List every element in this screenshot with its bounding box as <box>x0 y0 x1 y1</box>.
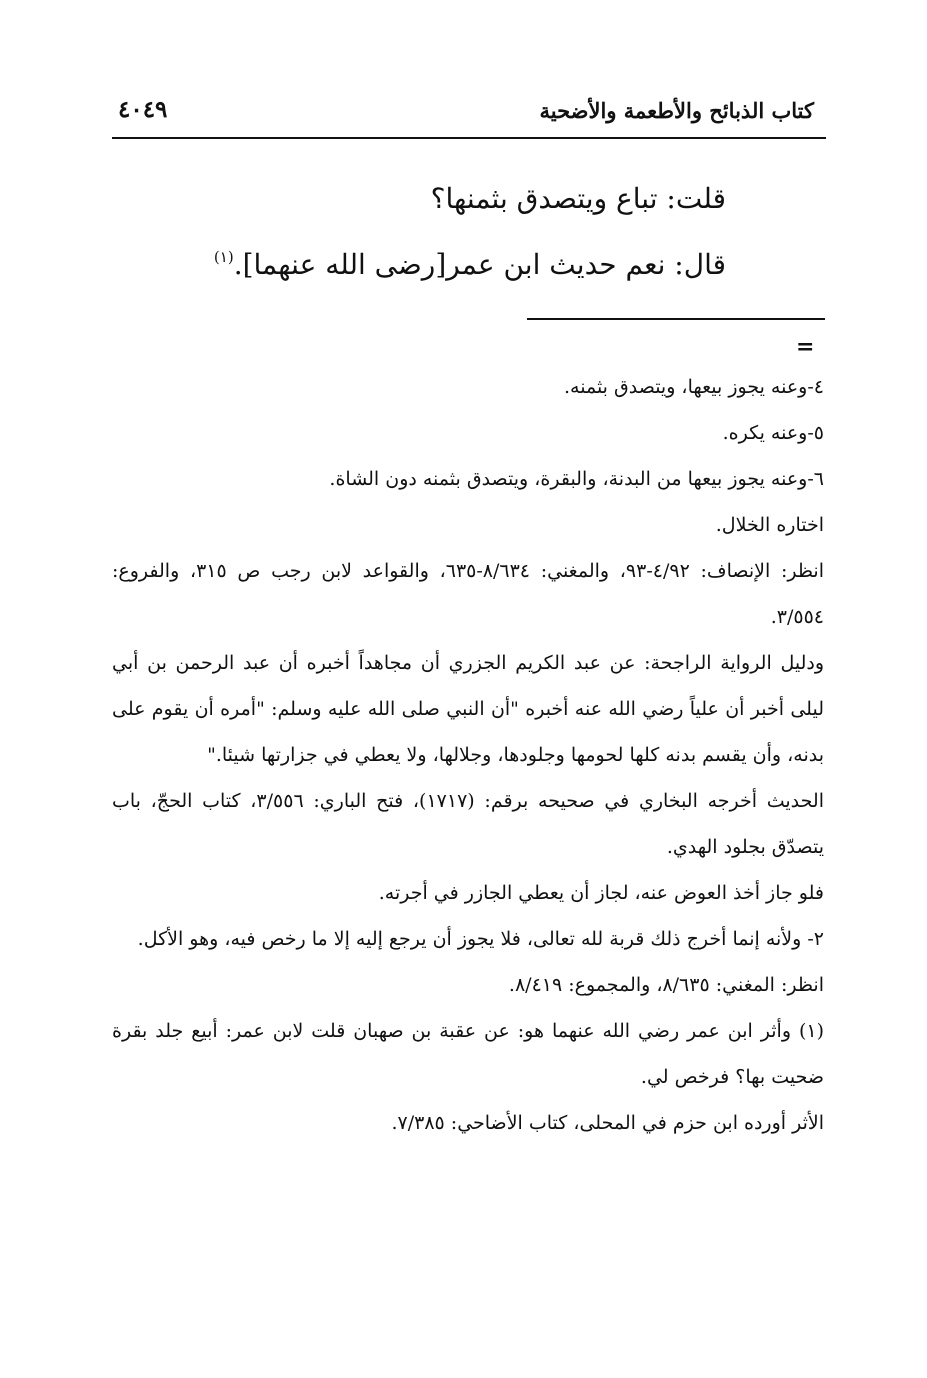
answer-text: قال: نعم حديث ابن عمر[رضى الله عنهما]. <box>233 248 726 281</box>
continuation-mark: = <box>796 334 815 360</box>
footnote-paragraph: ٤-وعنه يجوز بيعها، ويتصدق بثمنه. <box>564 376 824 398</box>
footnote-paragraph: انظر: المغني: ٨/٦٣٥، والمجموع: ٨/٤١٩. <box>508 974 824 996</box>
footnote-paragraph: الحديث أخرجه البخاري في صحيحه برقم: (١٧١٧)، فتح الباري: ٣/٥٥٦، كتاب الحجّ، باب يتصدّق بجلود الهدي. <box>112 790 824 858</box>
page-number: ٤٠٤٩ <box>118 96 168 123</box>
main-line-question <box>120 170 726 228</box>
header-rule <box>112 137 826 139</box>
footnote-paragraph: انظر: الإنصاف: ٤/٩٢-٩٣، والمغني: ٨/٦٣٤-٦٣٥، والقواعد لابن رجب ص ٣١٥، والفروع: ٣/٥٥٤. <box>112 560 824 628</box>
footnote-paragraph: فلو جاز أخذ العوض عنه، لجاز أن يعطي الجازر في أجرته. <box>378 882 824 904</box>
main-text <box>120 170 726 294</box>
main-line-answer <box>120 228 726 294</box>
footnote-paragraph: الأثر أورده ابن حزم في المحلى، كتاب الأضاحي: ٧/٣٨٥. <box>391 1112 824 1134</box>
footnote-paragraph: ٦-وعنه يجوز بيعها من البدنة، والبقرة، ويتصدق بثمنه دون الشاة. <box>329 468 824 490</box>
footnote-paragraph: ودليل الرواية الراجحة: عن عبد الكريم الجزري أن مجاهداً أخبره أن عبد الرحمن بن أبي ليلى أخبر أن علياً رضي الله عنه أخبره "أن النبي صلى الله عليه وسلم: "أمره أن يقوم على بدنه، وأن يقسم بدنه كلها لحومها وجلودها، وجلالها، ولا يعطي في جزارتها شيئا." <box>112 652 824 766</box>
footnotes <box>112 364 824 1146</box>
running-header <box>112 92 822 132</box>
footnote-reference[interactable]: (١) <box>213 248 234 266</box>
footnote-paragraph: ٥-وعنه يكره. <box>722 422 824 444</box>
footnote-paragraph: اختاره الخلال. <box>715 514 824 536</box>
footnote-paragraph: ٢- ولأنه إنما أخرج ذلك قربة لله تعالى، فلا يجوز أن يرجع إليه إلا ما رخص فيه، وهو الأكل. <box>137 928 824 950</box>
footnote-separator <box>527 318 825 320</box>
header-title: كتاب الذبائح والأطعمة والأضحية <box>539 98 814 123</box>
question-text: قلت: تباع ويتصدق بثمنها؟ <box>430 182 726 215</box>
footnote-1: (١) وأثر ابن عمر رضي الله عنهما هو: عن عقبة بن صهبان قلت لابن عمر: أبيع جلد بقرة ضحيت بها؟ فرخص لي. <box>112 1020 824 1088</box>
